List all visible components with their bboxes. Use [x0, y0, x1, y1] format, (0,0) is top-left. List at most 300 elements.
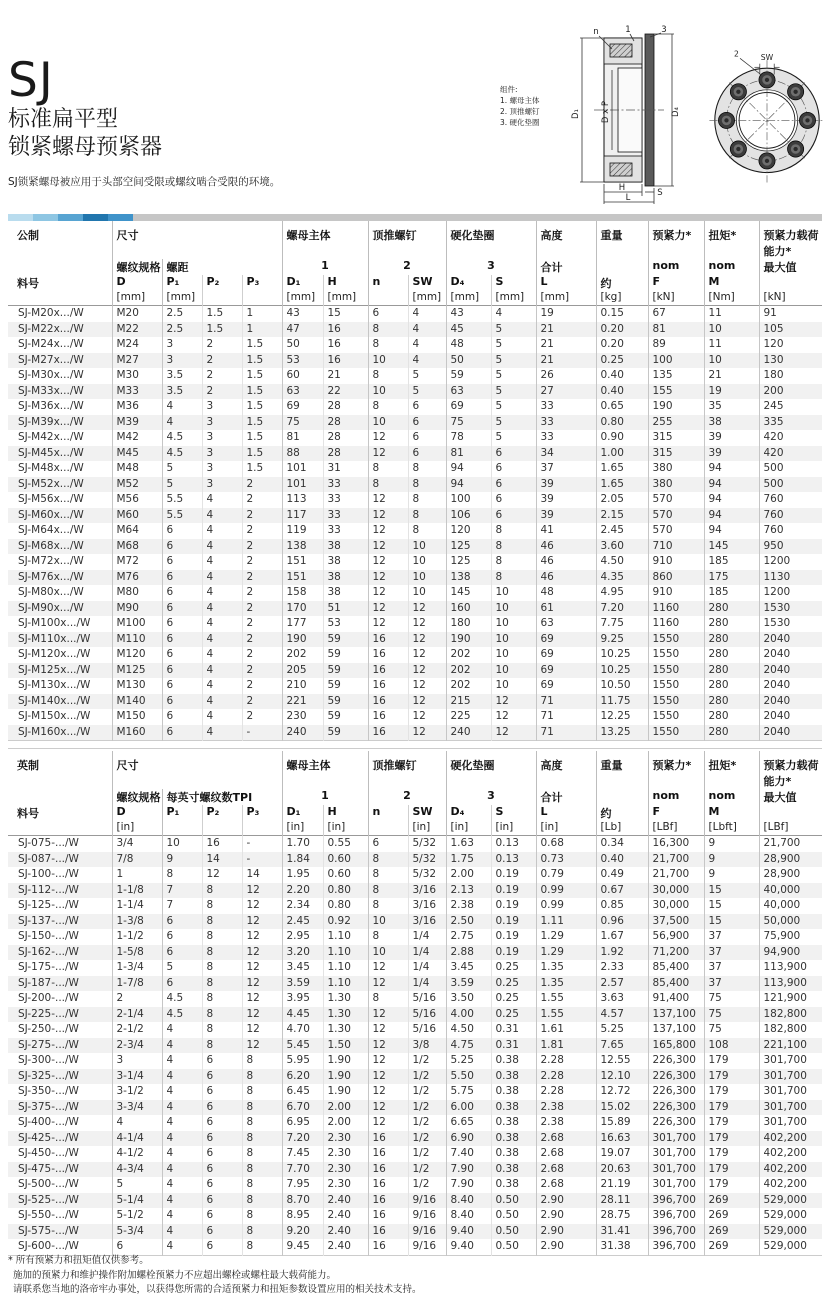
table-row: [8, 523, 822, 539]
cell: 5: [162, 960, 202, 976]
cell: 6: [162, 539, 202, 555]
cell: 16: [323, 337, 368, 353]
cell: 2.68: [536, 1131, 596, 1147]
cell: 10: [162, 836, 202, 852]
header-cell: 公制: [17, 229, 39, 242]
cell: 6: [491, 492, 536, 508]
cell: 0.55: [323, 836, 368, 852]
cell: 4: [202, 663, 242, 679]
cell: 6: [202, 1131, 242, 1147]
cell: 4.5: [162, 1007, 202, 1023]
cell: 4-3/4: [112, 1162, 162, 1178]
cell: 50: [282, 337, 323, 353]
cell: 12: [408, 647, 446, 663]
cell: 30,000: [648, 883, 704, 899]
cell: 6: [408, 446, 446, 462]
cell: 10: [368, 415, 408, 431]
header-cell: 螺母主体: [282, 751, 368, 789]
cell: 2040: [759, 663, 822, 679]
cell: M22: [112, 322, 162, 338]
table-row: [8, 1100, 822, 1116]
cell: 225: [446, 709, 491, 725]
cell: 33: [536, 430, 596, 446]
cell: 160: [446, 601, 491, 617]
cell: 269: [704, 1193, 759, 1209]
cell: SJ-325-.../W: [18, 1069, 79, 1082]
cell: 94: [704, 492, 759, 508]
cell: 8: [368, 852, 408, 868]
cell: 2.45: [282, 914, 323, 930]
cell: 5: [491, 384, 536, 400]
cell: 2: [242, 678, 282, 694]
cell: 0.40: [596, 368, 648, 384]
header-cell: H: [323, 805, 368, 821]
table-row: [8, 991, 822, 1007]
cell: 12: [368, 570, 408, 586]
cell: 8.40: [446, 1208, 491, 1224]
cell: SJ-M56x.../W: [18, 493, 84, 505]
cell: 48: [536, 585, 596, 601]
cell: 2: [242, 663, 282, 679]
cell: 3.50: [446, 991, 491, 1007]
cell: 138: [446, 570, 491, 586]
cell: 16: [368, 1162, 408, 1178]
cell: 138: [282, 539, 323, 555]
cell: 179: [704, 1177, 759, 1193]
cell: 0.60: [323, 867, 368, 883]
cell: 21,700: [648, 867, 704, 883]
cell: 1130: [759, 570, 822, 586]
cell: 16: [368, 647, 408, 663]
cell: 3.45: [446, 960, 491, 976]
cell: 1160: [648, 616, 704, 632]
cell: 8: [242, 1131, 282, 1147]
header-cell: [in]: [536, 821, 596, 836]
cell: 2: [242, 585, 282, 601]
cell: SJ-M80x.../W: [18, 586, 84, 598]
cell: 85,400: [648, 976, 704, 992]
cell: 301,700: [648, 1162, 704, 1178]
cell: 12: [368, 1038, 408, 1054]
cell: 2: [202, 337, 242, 353]
cell: 4: [202, 585, 242, 601]
header-cell: 尺寸: [112, 221, 282, 259]
legend-item: 3. 硬化垫圈: [500, 118, 540, 127]
cell: 182,800: [759, 1022, 822, 1038]
cell: 4: [408, 353, 446, 369]
cell: 15.02: [596, 1100, 648, 1116]
header-cell: 料号: [17, 277, 39, 290]
cell: 910: [648, 554, 704, 570]
cell: 0.19: [491, 914, 536, 930]
cell: 1.5: [242, 384, 282, 400]
cell: 0.65: [596, 399, 648, 415]
cell: 16: [368, 678, 408, 694]
cell: 2.90: [536, 1239, 596, 1255]
cell: 16: [368, 632, 408, 648]
cell: 175: [704, 570, 759, 586]
cell: 12: [368, 492, 408, 508]
cell: 910: [648, 585, 704, 601]
accent-bar-rest: [133, 214, 822, 221]
cell: 8: [202, 1022, 242, 1038]
cell: 185: [704, 585, 759, 601]
cell: 4: [202, 616, 242, 632]
cell: 6: [202, 1115, 242, 1131]
cell: 269: [704, 1239, 759, 1255]
cell: 15: [704, 883, 759, 899]
cell: 12.25: [596, 709, 648, 725]
cell: SJ-M30x.../W: [18, 369, 84, 381]
cell: 4: [162, 1162, 202, 1178]
cell: 94: [704, 477, 759, 493]
header-cell: D₄: [446, 805, 491, 821]
cell: 5.75: [446, 1084, 491, 1100]
cell: 1.10: [323, 976, 368, 992]
cell: 10: [368, 945, 408, 961]
cell: 50,000: [759, 914, 822, 930]
header-cell: [Nm]: [704, 291, 759, 306]
cell: 158: [282, 585, 323, 601]
cell: 69: [536, 663, 596, 679]
cell: 69: [446, 399, 491, 415]
cell: 5-1/4: [112, 1193, 162, 1209]
cell: 10.50: [596, 678, 648, 694]
cell: 2: [242, 539, 282, 555]
cell: 10: [408, 554, 446, 570]
cell: 28: [323, 446, 368, 462]
cell: 16: [368, 1239, 408, 1255]
table-row: [8, 945, 822, 961]
cell: 1.10: [323, 960, 368, 976]
cell: 190: [446, 632, 491, 648]
cell: 1: [112, 867, 162, 883]
cell: 8: [368, 883, 408, 899]
cell: 269: [704, 1224, 759, 1240]
cell: 2.33: [596, 960, 648, 976]
cell: 1-3/4: [112, 960, 162, 976]
cell: 2: [242, 601, 282, 617]
cell: 4: [162, 1022, 202, 1038]
cell: 6: [408, 430, 446, 446]
cell: 12: [408, 678, 446, 694]
header-cell: [LBf]: [648, 821, 704, 836]
table-row: [8, 1115, 822, 1131]
table-row: [8, 601, 822, 617]
cell: 1.65: [596, 461, 648, 477]
cell: 28.75: [596, 1208, 648, 1224]
cell: 8: [242, 1224, 282, 1240]
table-row: [8, 492, 822, 508]
cell: SJ-425-.../W: [18, 1131, 79, 1144]
cell: 28,900: [759, 867, 822, 883]
cell: 3/16: [408, 883, 446, 899]
cell: 2: [242, 554, 282, 570]
cell: 2.00: [323, 1100, 368, 1116]
table-row: [8, 585, 822, 601]
cell: 16: [368, 1131, 408, 1147]
cell: 760: [759, 492, 822, 508]
cell: 10: [491, 663, 536, 679]
table-row: [8, 960, 822, 976]
cell: SJ-M130x.../W: [18, 679, 91, 691]
table-row: [8, 554, 822, 570]
cell: 4: [162, 1069, 202, 1085]
cell: 8: [162, 867, 202, 883]
cell: 202: [282, 647, 323, 663]
header-cell: [mm]: [408, 291, 446, 306]
cell: SJ-M100x.../W: [18, 617, 91, 629]
cell: 6: [202, 1100, 242, 1116]
table-row: [8, 663, 822, 679]
table-row: [8, 1177, 822, 1193]
header-cell: 硬化垫圈: [446, 751, 536, 789]
cell: 8: [202, 945, 242, 961]
header-cell: nom: [648, 259, 704, 275]
cell: 190: [648, 399, 704, 415]
cell: SJ-112-.../W: [18, 883, 79, 896]
cell: 3.5: [162, 384, 202, 400]
cell: SJ-M39x.../W: [18, 415, 84, 428]
cell: 40,000: [759, 883, 822, 899]
cell: 33: [536, 415, 596, 431]
cell: 12: [242, 960, 282, 976]
cell: 301,700: [648, 1146, 704, 1162]
cell: 7.75: [596, 616, 648, 632]
cell: SJ-600-.../W: [18, 1240, 79, 1252]
dim-label-dxp: D x P: [601, 100, 611, 124]
header-cell: 最大值: [759, 789, 822, 805]
cell: 59: [323, 709, 368, 725]
cell: 8: [242, 1084, 282, 1100]
cell: 7.95: [282, 1177, 323, 1193]
cell: 3: [112, 1053, 162, 1069]
cell: 39: [536, 477, 596, 493]
cell: SJ-150-.../W: [18, 930, 79, 942]
cell: 28: [323, 430, 368, 446]
cell: 6: [368, 306, 408, 322]
cell: 1530: [759, 601, 822, 617]
table-row: [8, 399, 822, 415]
cell: 179: [704, 1162, 759, 1178]
table-row: [8, 539, 822, 555]
cell: 85,400: [648, 960, 704, 976]
header-cell: 约: [596, 805, 648, 821]
header-cell: F: [648, 805, 704, 821]
cell: 4: [162, 399, 202, 415]
cell: 37: [704, 945, 759, 961]
cell: 38: [704, 415, 759, 431]
cell: 2.38: [536, 1115, 596, 1131]
cell: 1.70: [282, 836, 323, 852]
cell: 8: [408, 477, 446, 493]
cell: 2.68: [536, 1177, 596, 1193]
cell: 125: [446, 554, 491, 570]
cell: 7: [162, 898, 202, 914]
cell: SJ-175-.../W: [18, 961, 79, 973]
cell: 94: [704, 461, 759, 477]
cell: 1550: [648, 709, 704, 725]
header-cell: [Lbft]: [704, 821, 759, 836]
cell: 0.38: [491, 1177, 536, 1193]
header-cell: [202, 291, 242, 306]
cell: 1/2: [408, 1146, 446, 1162]
cell: 6: [408, 399, 446, 415]
cell: 89: [648, 337, 704, 353]
cell: 202: [446, 647, 491, 663]
cell: 8: [242, 1115, 282, 1131]
cell: 760: [759, 523, 822, 539]
cell: 5.95: [282, 1053, 323, 1069]
cell: 2.30: [323, 1131, 368, 1147]
cell: 380: [648, 461, 704, 477]
cell: 12: [368, 616, 408, 632]
cell: 0.38: [491, 1084, 536, 1100]
header-cell: 螺纹规格: [112, 259, 162, 275]
cell: 6.00: [446, 1100, 491, 1116]
header-cell: [368, 821, 408, 836]
header-cell: nom: [648, 789, 704, 805]
cell: 5/16: [408, 1007, 446, 1023]
cell: 2.30: [323, 1146, 368, 1162]
header-cell: 3: [446, 789, 536, 805]
cell: 1.90: [323, 1084, 368, 1100]
cell: 12: [368, 446, 408, 462]
cell: 396,700: [648, 1208, 704, 1224]
cell: 6: [162, 554, 202, 570]
cell: 6.70: [282, 1100, 323, 1116]
cell: -: [242, 852, 282, 868]
cell: 2.13: [446, 883, 491, 899]
cell: 28: [323, 399, 368, 415]
cell: 4.35: [596, 570, 648, 586]
cell: 12: [242, 898, 282, 914]
cell: 179: [704, 1115, 759, 1131]
cell: 180: [759, 368, 822, 384]
cell: 0.50: [491, 1193, 536, 1209]
header-cell: P₁: [162, 275, 202, 291]
cell: 2040: [759, 709, 822, 725]
cell: 28.11: [596, 1193, 648, 1209]
cell: 75,900: [759, 929, 822, 945]
cell: 0.73: [536, 852, 596, 868]
cell: 8: [202, 1007, 242, 1023]
cell: 6: [162, 616, 202, 632]
cell: 4: [202, 725, 242, 741]
cell: 12: [408, 709, 446, 725]
cell: 230: [282, 709, 323, 725]
cell: 280: [704, 632, 759, 648]
cell: SJ-M64x.../W: [18, 524, 84, 536]
cell: 860: [648, 570, 704, 586]
cell: 9/16: [408, 1239, 446, 1255]
cell: 12: [368, 523, 408, 539]
cell: 6: [202, 1177, 242, 1193]
cell: 6: [202, 1239, 242, 1255]
cell: 3: [202, 477, 242, 493]
cell: 10: [491, 601, 536, 617]
header-cell: [mm]: [323, 291, 368, 306]
cell: 12: [242, 914, 282, 930]
legend-item: 1. 螺母主体: [500, 96, 540, 105]
header-cell: [kN]: [759, 291, 822, 306]
cell: 8: [408, 492, 446, 508]
cell: 10: [704, 322, 759, 338]
cell: 2.28: [536, 1069, 596, 1085]
cell: SJ-225-.../W: [18, 1007, 79, 1020]
cell: M160: [112, 725, 162, 741]
cell: 37: [536, 461, 596, 477]
cell: 91: [759, 306, 822, 322]
cell: 31: [323, 461, 368, 477]
cell: SJ-300-.../W: [18, 1054, 79, 1066]
cell: 1.67: [596, 929, 648, 945]
header-cell: [596, 259, 648, 275]
cell: 3-1/4: [112, 1069, 162, 1085]
cell: 5-3/4: [112, 1224, 162, 1240]
cell: 335: [759, 415, 822, 431]
cell: 21,700: [648, 852, 704, 868]
cell: 2: [202, 368, 242, 384]
cell: 4: [408, 322, 446, 338]
cell: SJ-575-.../W: [18, 1224, 79, 1237]
cell: 2.05: [596, 492, 648, 508]
cell: 7.45: [282, 1146, 323, 1162]
cell: 10: [368, 384, 408, 400]
cell: 9: [162, 852, 202, 868]
header-cell: F: [648, 275, 704, 291]
cell: 11: [704, 306, 759, 322]
cell: 5: [408, 368, 446, 384]
dim-label-h: H: [618, 183, 626, 193]
cell: 8: [242, 1239, 282, 1255]
cell: 94: [704, 508, 759, 524]
cell: 1.35: [536, 960, 596, 976]
cell: 12: [368, 585, 408, 601]
cell: 1.29: [536, 929, 596, 945]
cell: 205: [282, 663, 323, 679]
cell: 1530: [759, 616, 822, 632]
cell: 4.5: [162, 430, 202, 446]
cell: 3/16: [408, 898, 446, 914]
cell: 240: [446, 725, 491, 741]
header-cell: 扭矩*: [704, 221, 759, 259]
cell: 5: [491, 430, 536, 446]
cell: 8: [368, 929, 408, 945]
cell: 5: [162, 477, 202, 493]
cell: 570: [648, 492, 704, 508]
cell: 8: [202, 960, 242, 976]
cell: 63: [446, 384, 491, 400]
cell: 47: [282, 322, 323, 338]
footnote-line: 请联系您当地的洛帝牢办事处，以获得您所需的合适预紧力和扭矩参数设置应用的相关技术支持。: [13, 1284, 422, 1295]
cell: 63: [536, 616, 596, 632]
cell: SJ-500-.../W: [18, 1178, 79, 1190]
cell: 4.45: [282, 1007, 323, 1023]
cell: 280: [704, 709, 759, 725]
cell: 1/4: [408, 929, 446, 945]
cell: 315: [648, 446, 704, 462]
cell: 120: [446, 523, 491, 539]
cell: 6: [162, 725, 202, 741]
cell: 1-3/8: [112, 914, 162, 930]
table-row: [8, 1162, 822, 1178]
table-row: [8, 898, 822, 914]
cell: SJ-475-.../W: [18, 1162, 79, 1175]
cell: 2: [242, 477, 282, 493]
cell: M90: [112, 601, 162, 617]
cell: 12: [202, 867, 242, 883]
